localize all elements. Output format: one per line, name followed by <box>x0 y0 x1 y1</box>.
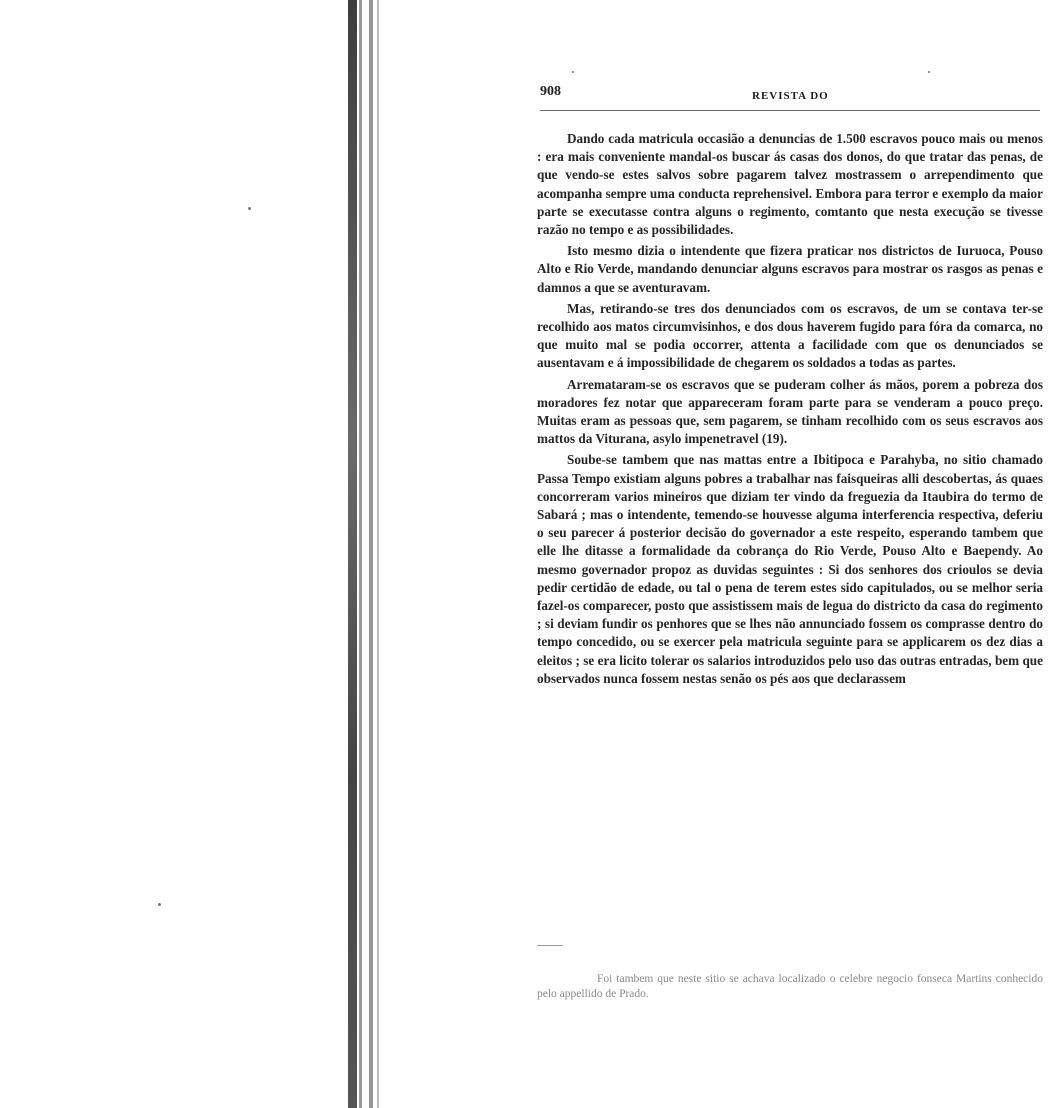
running-head: REVISTA DO <box>752 90 829 102</box>
paragraph: Arremataram-se os escravos que se puderam colher ás mãos, porem a pobreza dos moradores fez notar que appareceram foram parte para se venderam a pouco preço. Muitas eram as pessoas que, sem pagarem, se tinham recolhido com os seus escravos aos mattos da Viturana, asylo impenetravel (19). <box>537 376 1043 447</box>
footnote <box>537 972 1043 1002</box>
body-text <box>537 130 1043 688</box>
paragraph: Mas, retirando-se tres dos denunciados com os escravos, de um se contava ter-se recolhido aos matos circumvisinhos, e dos dous haverem fugido para fóra da comarca, no que muito mal se podia occorrer, attenta a facilidade com que os denunciados se ausentavam e á impossibilidade de chegarem os soldados a todas as partes. <box>537 300 1043 371</box>
paragraph: Isto mesmo dizia o intendente que fizera praticar nos districtos de Iuruoca, Pouso Alto e Rio Verde, mandando denunciar alguns escravos para mostrar os rasgos as penas e damnos a que se aventuravam. <box>537 243 1043 295</box>
binding-shadow <box>348 0 357 1108</box>
binding-shadow-edge <box>359 0 362 1108</box>
binding-shadow-highlight <box>377 0 379 1108</box>
scan-speck <box>572 71 574 73</box>
footnote-text: Foi tambem que neste sitio se achava localizado o celebre negocio fonseca Martins conhecido pelo appellido de Prado. <box>537 973 1043 1000</box>
scan-speck <box>248 207 251 210</box>
scan-speck <box>158 903 161 906</box>
footnote-rule <box>537 945 563 946</box>
paragraph: Soube-se tambem que nas mattas entre a Ibitipoca e Parahyba, no sitio chamado Passa Tempo existiam alguns pobres a trabalhar nas faisqueiras alli descobertas, ás quaes concorreram varios mineiros que diziam ter vindo da freguezia da Itaubira do termo de Sabará ; mas o intendente, temendo-se houvesse alguma interferencia respectiva, deferiu o seu parecer á posterior decisão do governador a este respeito, esperando tambem que elle lhe ditasse a formalidade da cobrança do Rio Verde, Pouso Alto e Baependy. Ao mesmo governador propoz as duvidas seguintes : Si dos senhores dos crioulos se devia pedir certidão de edade, ou tal o pena de terem estes sido capitulados, ou se melhor seria fazel-os comparecer, posto que assistissem mais de legua do districto da casa do regimento ; si deviam fundir os penhores que se lhes não annunciado fossem os comprasse dentro do tempo concedido, ou se exercer pela matricula seguinte para se applicarem os dez dias a eleitos ; se era licito tolerar os salarios introduzidos pelo uso das outras entradas, bem que observados nunca fossem nestas senão os pés aos que declarassem <box>537 452 1043 686</box>
scan-speck <box>928 71 930 73</box>
paragraph: Dando cada matricula occasião a denuncias de 1.500 escravos pouco mais ou menos : era mais conveniente mandal-os buscar ás casas dos donos, do que tratar das penas, de que vendo-se estes salvos sobre pagarem talvez mostrassem o arrependimento que acompanha sempre uma conducta reprehensivel. Embora para terror e exemplo da maior parte se executasse contra alguns o regimento, comtanto que nesta execução se tivesse razão no tempo e as possibilidades. <box>537 131 1043 238</box>
page-header <box>540 84 1040 111</box>
binding-shadow-inner <box>369 0 373 1108</box>
page-number: 908 <box>540 84 561 99</box>
